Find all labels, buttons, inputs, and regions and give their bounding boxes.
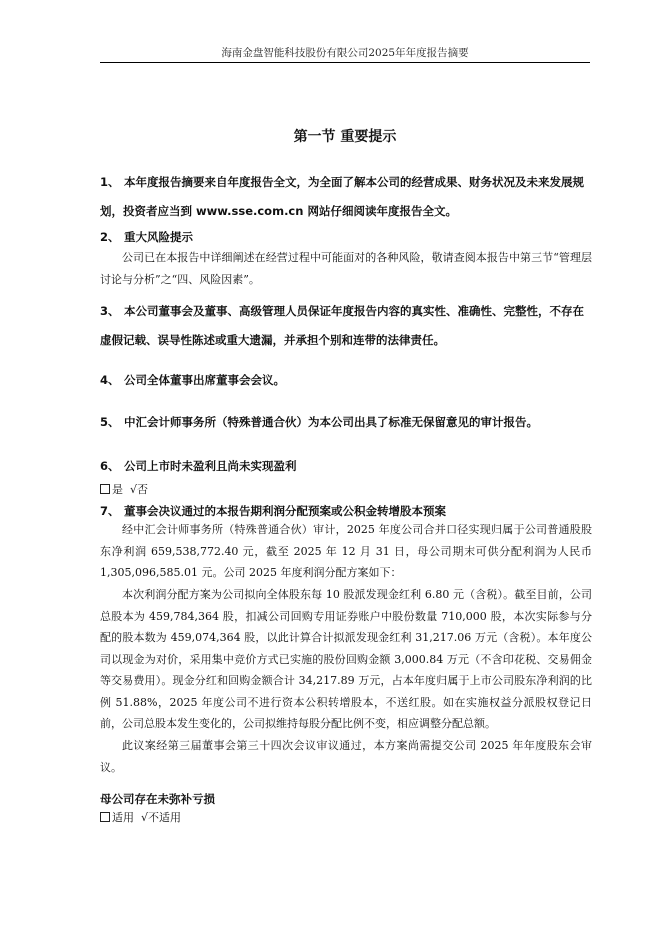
item-4-text: 公司全体董事出席董事会会议。: [124, 373, 285, 387]
checkbox-empty-icon: [100, 812, 110, 822]
deficit-options: [100, 809, 181, 825]
checkbox-empty-icon: [100, 484, 110, 494]
check-mark-icon: √: [141, 811, 149, 824]
item-5-number: 5、: [100, 415, 120, 429]
section-title: 第一节 重要提示: [293, 129, 397, 145]
item-3: [100, 297, 592, 355]
item-7-number: 7、: [100, 504, 120, 518]
option-yes-label: 是: [112, 483, 123, 496]
check-mark-icon: √: [130, 483, 138, 496]
option-no-label: 否: [137, 483, 149, 496]
distribution-paragraph-2: 本次利润分配方案为公司拟向全体股东每 10 股派发现金红利 6.80 元（含税）。截至目前，公司总股本为 459,784,364 股，扣减公司回购专用证券账户中股份数量 710,000 股，本次实际参与分配的股本数为 459,074,364 股，以此计算合计拟派发现金红利 31,217.06 万元（含税）。本年度公司以现金为对价，采用集中竞价方式已实施的股份回购金额 3,000.84 万元（不含印花税、交易佣金等交易费用）。现金分红和回购金额合计 34,217.89 万元，占本年度归属于上市公司股东净利润的比例 51.88%，2025 年度公司不进行资本公积转增股本，不送红股。如在实施权益分派股权登记日前，公司总股本发生变化的，公司拟维持每股分配比例不变，相应调整分配总额。: [100, 588, 592, 730]
item-7-text: 董事会决议通过的本报告期利润分配预案或公积金转增股本预案: [124, 504, 446, 518]
page-header: 海南金盘智能科技股份有限公司2025年年度报告摘要: [221, 47, 469, 59]
item-5-text: 中汇会计师事务所（特殊普通合伙）为本公司出具了标准无保留意见的审计报告。: [124, 415, 538, 429]
item-1-text: 本年度报告摘要来自年度报告全文，为全面了解本公司的经营成果、财务状况及未来发展规划，投资者应当到 www.sse.com.cn 网站仔细阅读年度报告全文。: [100, 175, 584, 218]
header-divider: [100, 62, 590, 63]
risk-paragraph: 公司已在本报告中详细阐述在经营过程中可能面对的各种风险，敬请查阅本报告中第三节“管理层讨论与分析”之“四、风险因素”。: [100, 251, 592, 286]
item-6-text: 公司上市时未盈利且尚未实现盈利: [124, 459, 297, 473]
option-applicable-label: 适用: [112, 811, 134, 824]
item-4-number: 4、: [100, 373, 120, 387]
item-2-number: 2、: [100, 230, 120, 244]
item-1-number: 1、: [100, 175, 120, 189]
item-5: [100, 408, 592, 437]
item-2-text: 重大风险提示: [124, 230, 193, 244]
distribution-paragraph-1: 经中汇会计师事务所（特殊普通合伙）审计，2025 年度公司合并口径实现归属于公司普通股股东净利润 659,538,772.40 元，截至 2025 年 12 月 31 日，母公司期末可供分配利润为人民币 1,305,096,585.01 元。公司 2025 年度利润分配方案如下：: [100, 523, 592, 579]
item-1: [100, 168, 592, 226]
deficit-heading: 母公司存在未弥补亏损: [100, 792, 215, 806]
item-6: [100, 452, 592, 481]
item-4: [100, 366, 592, 395]
item-3-number: 3、: [100, 304, 120, 318]
distribution-paragraph-3: 此议案经第三届董事会第三十四次会议审议通过，本方案尚需提交公司 2025 年年度股东会审议。: [100, 739, 593, 774]
item-6-number: 6、: [100, 459, 120, 473]
item-3-text: 本公司董事会及董事、高级管理人员保证年度报告内容的真实性、准确性、完整性，不存在虚假记载、误导性陈述或重大遗漏，并承担个别和连带的法律责任。: [100, 304, 584, 347]
option-not-applicable-label: 不适用: [148, 811, 182, 824]
profit-options: [100, 481, 148, 497]
